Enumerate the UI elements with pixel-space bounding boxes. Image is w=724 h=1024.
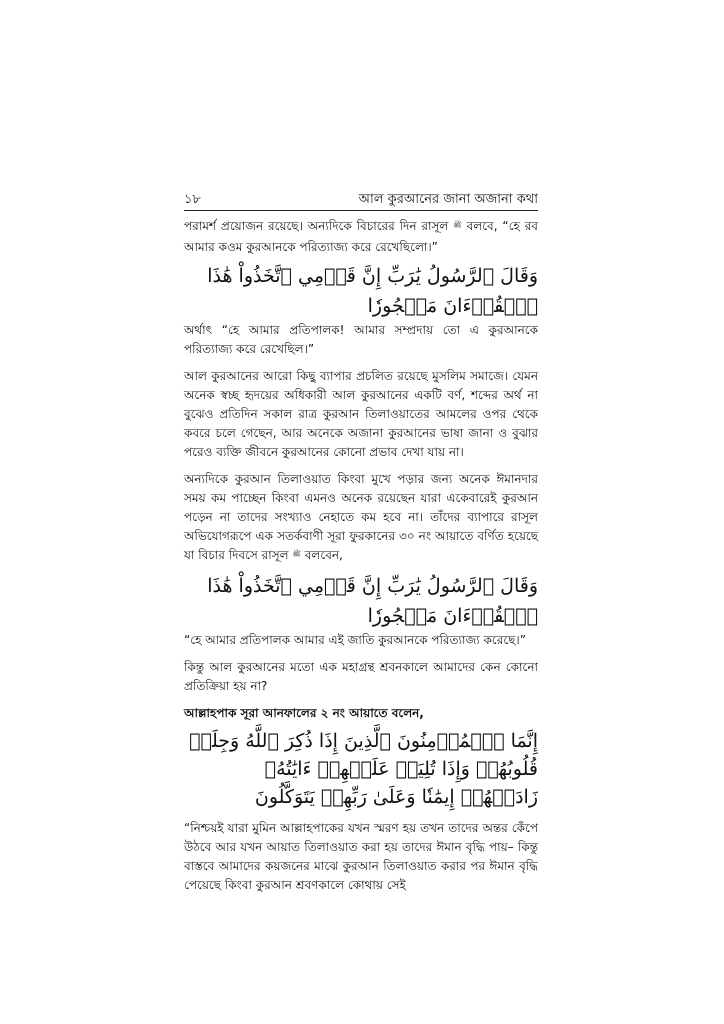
paragraph-6: কিন্তু আল কুরআনের মতো এক মহাগ্রন্থ শ্রবনকালে আমাদের কেন কোনো প্রতিক্রিয়া হয় না? (184, 660, 538, 693)
paragraph-5: “হে আমার প্রতিপালক আমার এই জাতি কুরআনকে পরিত্যাজ্য করেছে।” (184, 633, 526, 647)
arabic-ayah-2: وَقَالَ ٱلرَّسُولُ يَٰرَبِّ إِنَّ قَوۡمِي ٱتَّخَذُواْ هَٰذَا ٱلۡقُرۡءَانَ مَهۡجُورٗا (207, 575, 538, 627)
running-title: আল কুরআনের জানা অজানা কথা (358, 192, 538, 207)
paragraph-3: আল কুরআনের আরো কিছু ব্যাপার প্রচলিত রয়েছে মুসলিম সমাজে। যেমন অনেক স্বচ্ছ হৃদয়ের অধিকারী আল কুরআনের একটি বর্ণ, শব্দের অর্থ না বুঝেও প্রতিদিন সকাল রাত্র কুরআন তিলাওয়াতের আমলের ওপর থেকে কবরে চলে গেছেন, আর অনেকে অজানা কুরআনের ভাষা জানা ও বুঝার পরেও ব্যক্তি জীবনে কুরআনের কোনো প্রভাব দেখা যায় না। (184, 369, 538, 459)
paragraph-8: “নিশ্চয়ই যারা মুমিন আল্লাহপাকের যখন স্মরণ হয় তখন তাদের অন্তর কেঁপে উঠবে আর যখন আয়াত তিলাওয়াত করা হয় তাদের ঈমান বৃদ্ধি পায়– কিন্তু বাস্তবে আমাদের কয়জনের মাঝে কুরআন তিলাওয়াত করার পর ঈমান বৃদ্ধি পেয়েছে কিংবা কুরআন শ্রবণকালে কোথায় সেই (184, 821, 538, 892)
page-header (184, 188, 538, 211)
page-number: ১৮ (184, 192, 201, 207)
honorific-symbol: ﷺ (453, 221, 462, 229)
arabic-ayah-1: وَقَالَ ٱلرَّسُولُ يَٰرَبِّ إِنَّ قَوۡمِي ٱتَّخَذُواْ هَٰذَا ٱلۡقُرۡءَانَ مَهۡجُورٗا (207, 265, 538, 317)
honorific-symbol: ﷺ (292, 550, 301, 558)
paragraph-7: আল্লাহপাক সূরা আনফালের ২ নং আয়াতে বলেন, (184, 706, 424, 720)
paragraph-2: অর্থাৎ “হে আমার প্রতিপালক! আমার সম্প্রদায় তো এ কুরআনকে পরিত্যাজ্য করে রেখেছিল।” (184, 323, 538, 356)
paragraph-4: অন্যদিকে কুরআন তিলাওয়াত কিংবা মুখে পড়ার জন্য অনেক ঈমানদার সময় কম পাচ্ছেন কিংবা এমনও অনেক রয়েছেন যারা একেবারেই কুরআন পড়েন না তাদের সংখ্যাও নেহাতে কম হবে না। তাঁদের ব্যাপারে রাসূল অভিযোগরূপে এক সতর্কবাণী সূরা ফুরকানের ৩০ নং আয়াতে বর্ণিত হয়েছে যা বিচার দিবসে রাসূল ﷺ বলবেন, (184, 472, 538, 562)
paragraph-1: পরামর্শ প্রয়োজন রয়েছে। অন্যদিকে বিচারের দিন রাসূল ﷺ বলবে, “হে রব আমার কওম কুরআনকে পরিত্যাজ্য করে রেখেছিলো।” (184, 217, 538, 257)
arabic-ayah-3: إِنَّمَا ٱلۡمُؤۡمِنُونَ ٱلَّذِينَ إِذَا ذُكِرَ ٱللَّهُ وَجِلَتۡ قُلُوبُهُمۡ وَإِذَا تُلِيَتۡ عَلَيۡهِمۡ ءَايَٰتُهُۥ زَادَتۡهُمۡ إِيمَٰنٗا وَعَلَىٰ رَبِّهِمۡ يَتَوَكَّلُونَ (189, 730, 538, 808)
book-page (184, 188, 538, 895)
